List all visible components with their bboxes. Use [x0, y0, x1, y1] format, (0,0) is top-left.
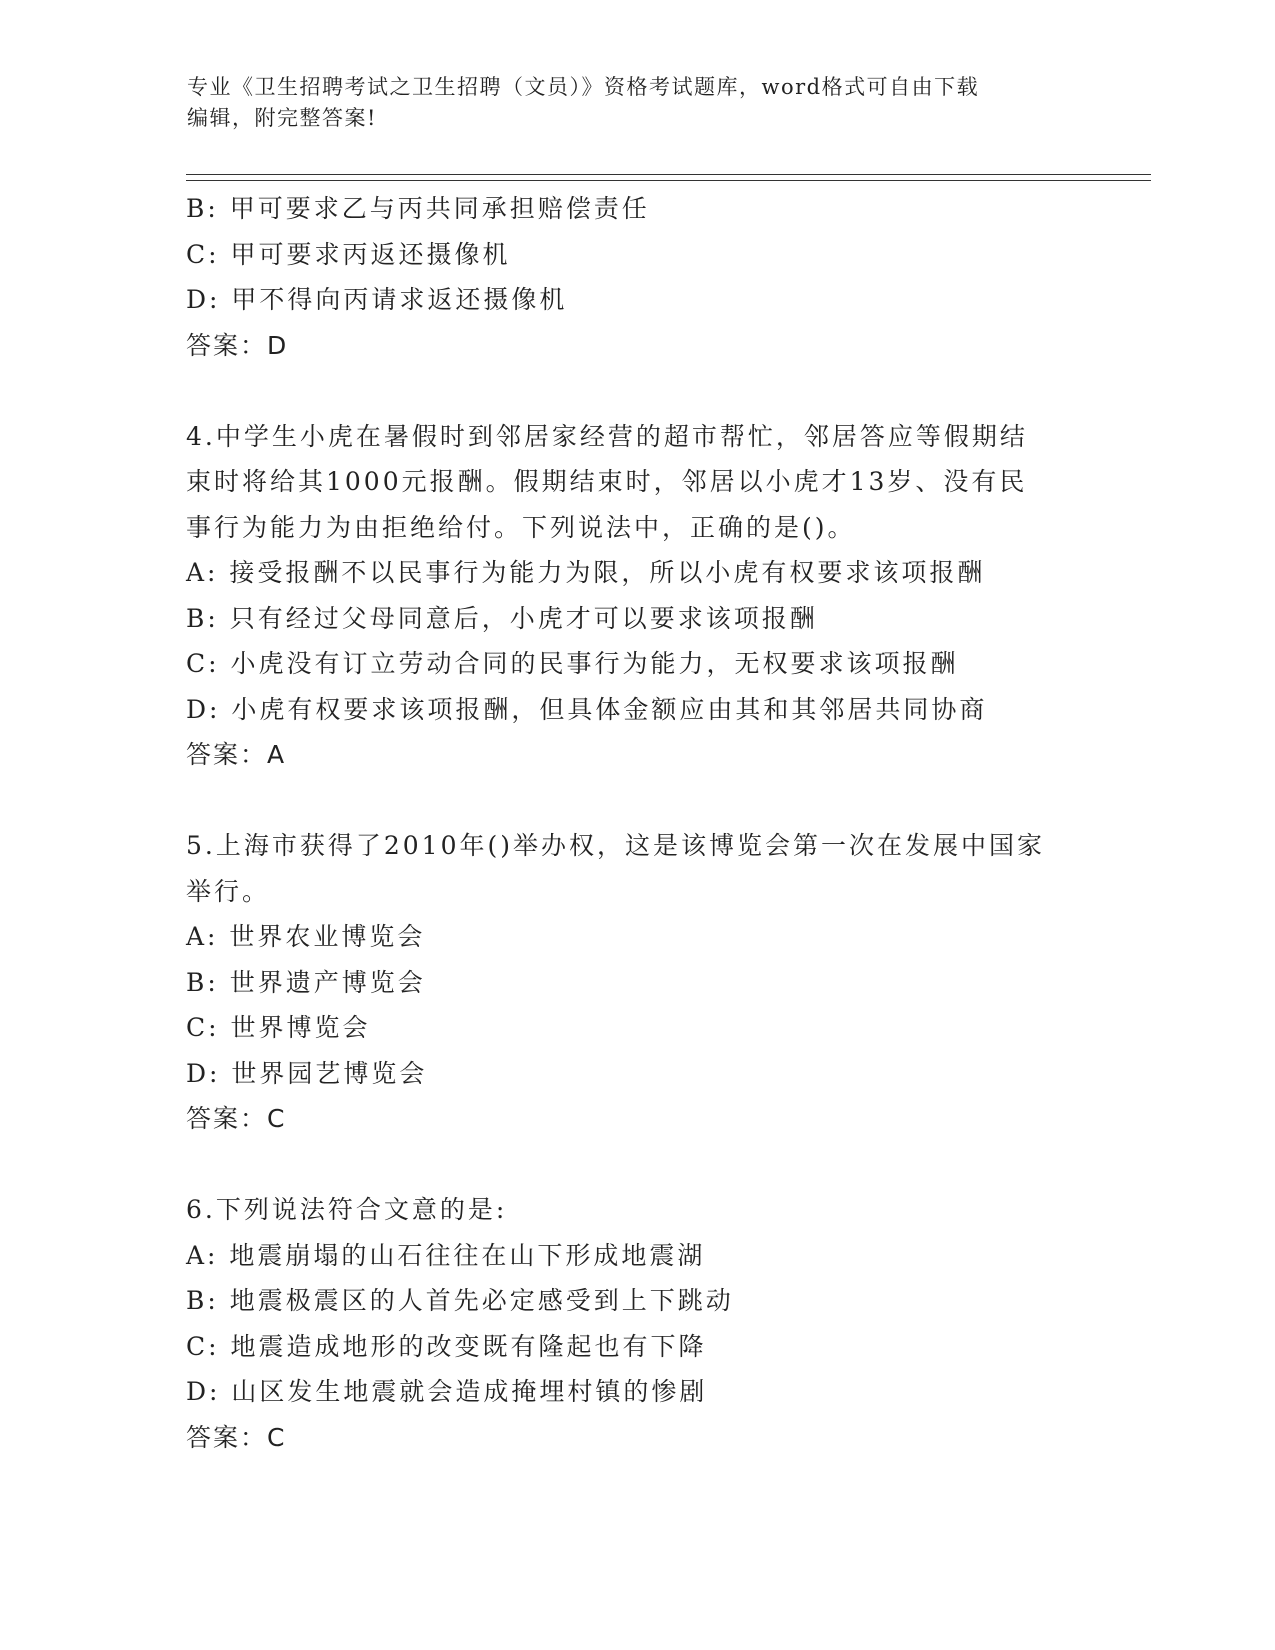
question-4 — [186, 414, 1086, 778]
option-d: D: 甲不得向丙请求返还摄像机 — [186, 285, 568, 314]
header-line-2: 编辑，附完整答案! — [187, 106, 377, 130]
option-c: C: 世界博览会 — [186, 1013, 371, 1042]
answer: 答案：C — [186, 1104, 287, 1133]
question-5 — [186, 823, 1086, 1142]
question-6 — [186, 1187, 1086, 1460]
option-b: B: 甲可要求乙与丙共同承担赔偿责任 — [186, 194, 650, 223]
option-b: B: 只有经过父母同意后，小虎才可以要求该项报酬 — [186, 603, 818, 633]
question-stem: 举行。 — [186, 876, 271, 906]
question-content — [186, 186, 1086, 1460]
option-b: B: 世界遗产博览会 — [186, 967, 426, 997]
spacer — [186, 368, 1086, 414]
option-d: D: 山区发生地震就会造成掩埋村镇的惨剧 — [186, 1377, 708, 1406]
option-a: A: 世界农业博览会 — [186, 922, 426, 951]
spacer — [186, 1142, 1086, 1188]
page-header — [187, 72, 1067, 134]
header-line-1: 专业《卫生招聘考试之卫生招聘（文员）》资格考试题库，word格式可自由下载 — [187, 75, 980, 99]
header-divider-top — [186, 174, 1151, 175]
option-a: A: 地震崩塌的山石往往在山下形成地震湖 — [186, 1240, 706, 1270]
question-stem: 4.中学生小虎在暑假时到邻居家经营的超市帮忙，邻居答应等假期结 — [186, 421, 1028, 451]
answer: 答案：A — [186, 740, 287, 769]
spacer — [186, 778, 1086, 824]
option-d: D: 世界园艺博览会 — [186, 1058, 428, 1088]
answer: 答案：C — [186, 1422, 287, 1452]
question-3-tail — [186, 186, 1086, 368]
question-stem: 事行为能力为由拒绝给付。下列说法中，正确的是()。 — [186, 512, 856, 542]
option-a: A: 接受报酬不以民事行为能力为限，所以小虎有权要求该项报酬 — [186, 558, 986, 587]
question-stem: 5.上海市获得了2010年()举办权，这是该博览会第一次在发展中国家 — [186, 831, 1045, 860]
option-c: C: 小虎没有订立劳动合同的民事行为能力，无权要求该项报酬 — [186, 649, 959, 678]
option-c: C: 甲可要求丙返还摄像机 — [186, 239, 511, 269]
option-d: D: 小虎有权要求该项报酬，但具体金额应由其和其邻居共同协商 — [186, 694, 988, 724]
question-stem: 束时将给其1000元报酬。假期结束时，邻居以小虎才13岁、没有民 — [186, 467, 1028, 496]
option-c: C: 地震造成地形的改变既有隆起也有下降 — [186, 1331, 707, 1361]
option-b: B: 地震极震区的人首先必定感受到上下跳动 — [186, 1286, 734, 1315]
header-divider-bottom — [186, 180, 1151, 181]
answer: 答案：D — [186, 330, 289, 360]
question-stem: 6.下列说法符合文意的是: — [186, 1195, 508, 1224]
